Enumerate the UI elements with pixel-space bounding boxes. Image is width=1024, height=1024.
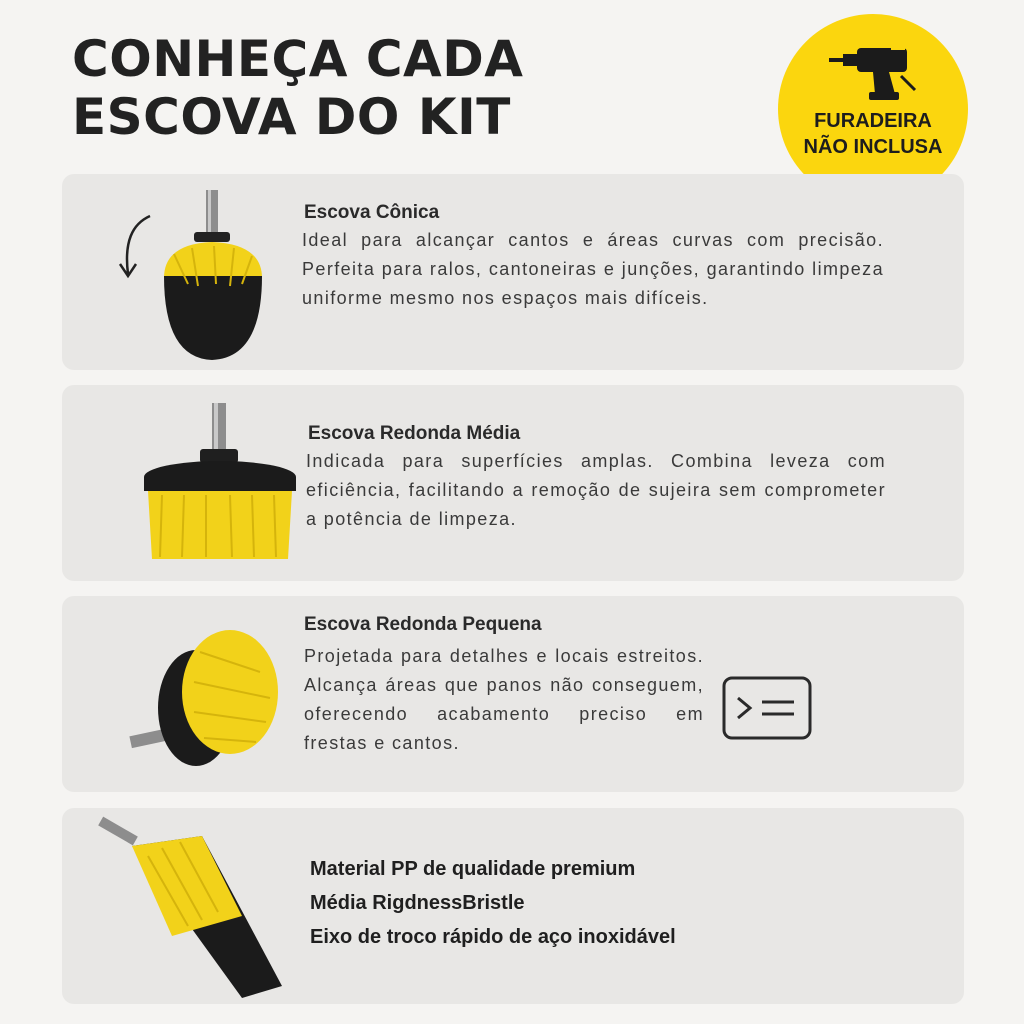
card-medium-round-brush [62, 385, 964, 581]
badge-line-1: FURADEIRA [814, 110, 932, 132]
conical-brush-image [114, 188, 274, 364]
feature-item: Eixo de troco rápido de aço inoxidável [310, 926, 676, 948]
badge-line-2: NÃO INCLUSA [803, 136, 943, 158]
medium-round-brush-image [140, 399, 300, 565]
prompt-icon [722, 676, 812, 740]
small-round-brush-image [120, 612, 280, 772]
title-line-1: CONHEÇA CADA [72, 30, 524, 88]
feature-item: Média RigdnessBristle [310, 892, 525, 914]
features-list [310, 852, 676, 954]
card-title: Escova Redonda Média [308, 423, 521, 444]
page-title [72, 30, 523, 146]
card-conical-brush [62, 174, 964, 370]
title-line-2: ESCOVA DO KIT [72, 88, 511, 146]
card-description: Indicada para superfícies amplas. Combina leveza com eficiência, facilitando a remoção de sujeira sem comprometer a potência de limpeza. [306, 451, 886, 529]
card-title: Escova Redonda Pequena [304, 614, 542, 635]
card-description: Ideal para alcançar cantos e áreas curvas com precisão. Perfeita para ralos, cantoneiras e junções, garantindo limpeza uniforme mesmo nos espaços mais difíceis. [302, 230, 884, 308]
drill-icon [823, 44, 923, 102]
feature-item: Material PP de qualidade premium [310, 858, 636, 880]
card-small-round-brush [62, 596, 964, 792]
card-description: Projetada para detalhes e locais estreitos. Alcança áreas que panos não conseguem, oferecendo acabamento preciso em frestas e cantos. [304, 646, 704, 753]
card-title: Escova Cônica [304, 202, 440, 223]
card-features [62, 808, 964, 1004]
long-brush-image [92, 816, 302, 1000]
